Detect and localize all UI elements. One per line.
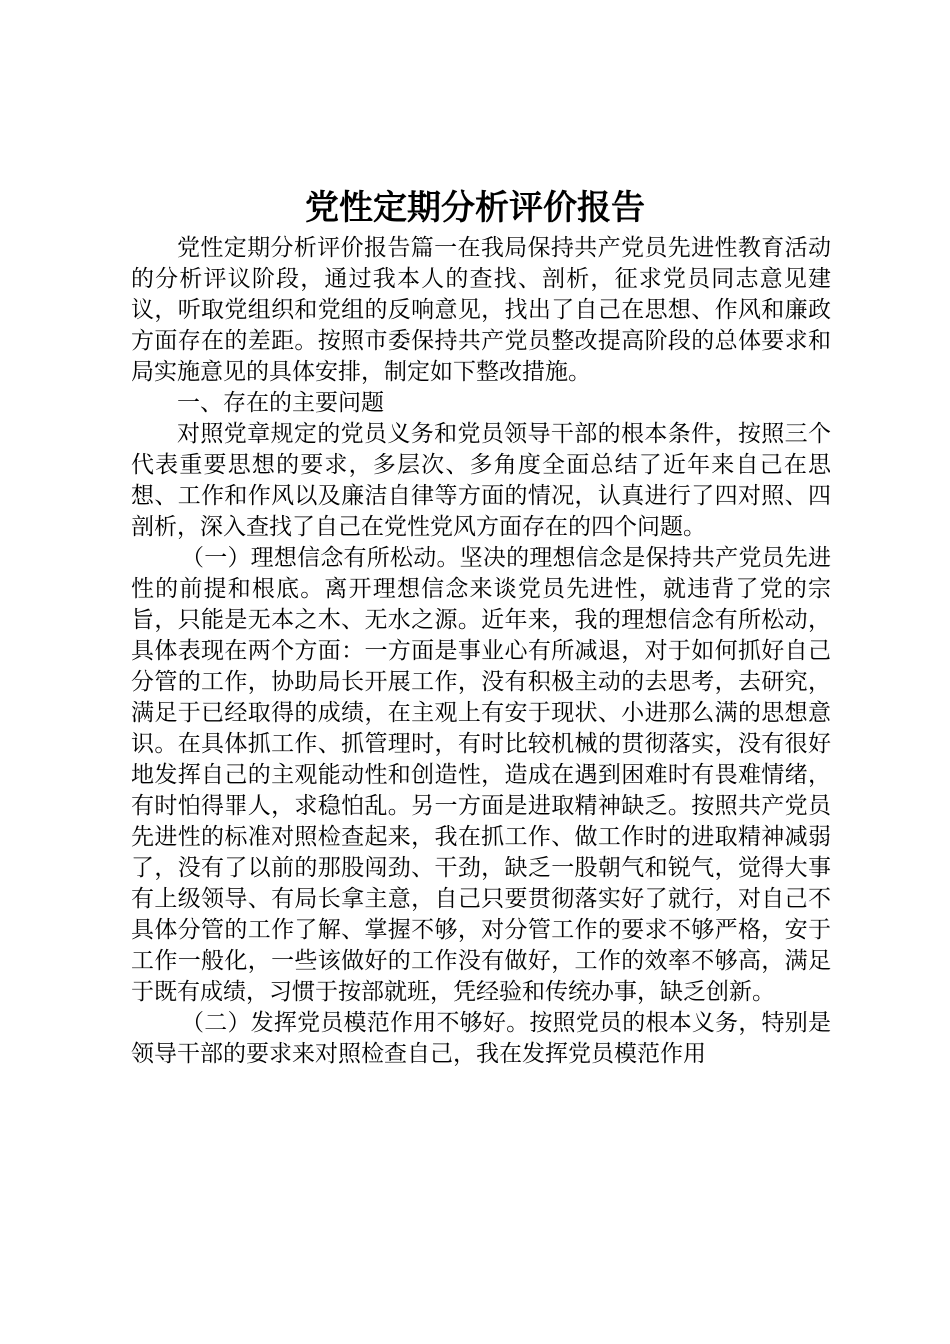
- document-body: [131, 233, 831, 1070]
- paragraph-item-2: （二）发挥党员模范作用不够好。按照党员的根本义务，特别是领导干部的要求来对照检查自己，我在发挥党员模范作用: [131, 1010, 831, 1067]
- paragraph-intro: 党性定期分析评价报告篇一在我局保持共产党员先进性教育活动的分析评议阶段，通过我本人的查找、剖析，征求党员同志意见建议，听取党组织和党组的反响意见，找出了自己在思想、作风和廉政方面存在的差距。按照市委保持共产党员整改提高阶段的总体要求和局实施意见的具体安排，制定如下整改措施。: [131, 235, 831, 385]
- section-heading: 一、存在的主要问题: [177, 390, 384, 416]
- paragraph-overview: 对照党章规定的党员义务和党员领导干部的根本条件，按照三个代表重要思想的要求，多层次、多角度全面总结了近年来自己在思想、工作和作风以及廉洁自律等方面的情况，认真进行了四对照、四剖析，深入查找了自己在党性党风方面存在的四个问题。: [131, 421, 831, 540]
- paragraph-item-1: （一）理想信念有所松动。坚决的理想信念是保持共产党员先进性的前提和根底。离开理想信念来谈党员先进性，就违背了党的宗旨，只能是无本之木、无水之源。近年来，我的理想信念有所松动，具体表现在两个方面：一方面是事业心有所减退，对于如何抓好自己分管的工作，协助局长开展工作，没有积极主动的去思考，去研究，满足于已经取得的成绩，在主观上有安于现状、小进那么满的思想意识。在具体抓工作、抓管理时，有时比较机械的贯彻落实，没有很好地发挥自己的主观能动性和创造性，造成在遇到困难时有畏难情绪，有时怕得罪人，求稳怕乱。另一方面是进取精神缺乏。按照共产党员先进性的标准对照检查起来，我在抓工作、做工作时的进取精神减弱了，没有了以前的那股闯劲、干劲，缺乏一股朝气和锐气，觉得大事有上级领导、有局长拿主意，自己只要贯彻落实好了就行，对自己不具体分管的工作了解、掌握不够，对分管工作的要求不够严格，安于工作一般化，一些该做好的工作没有做好，工作的效率不够高，满足于既有成绩，习惯于按部就班，凭经验和传统办事，缺乏创新。: [131, 545, 831, 1005]
- document-title: 党性定期分析评价报告: [305, 188, 645, 228]
